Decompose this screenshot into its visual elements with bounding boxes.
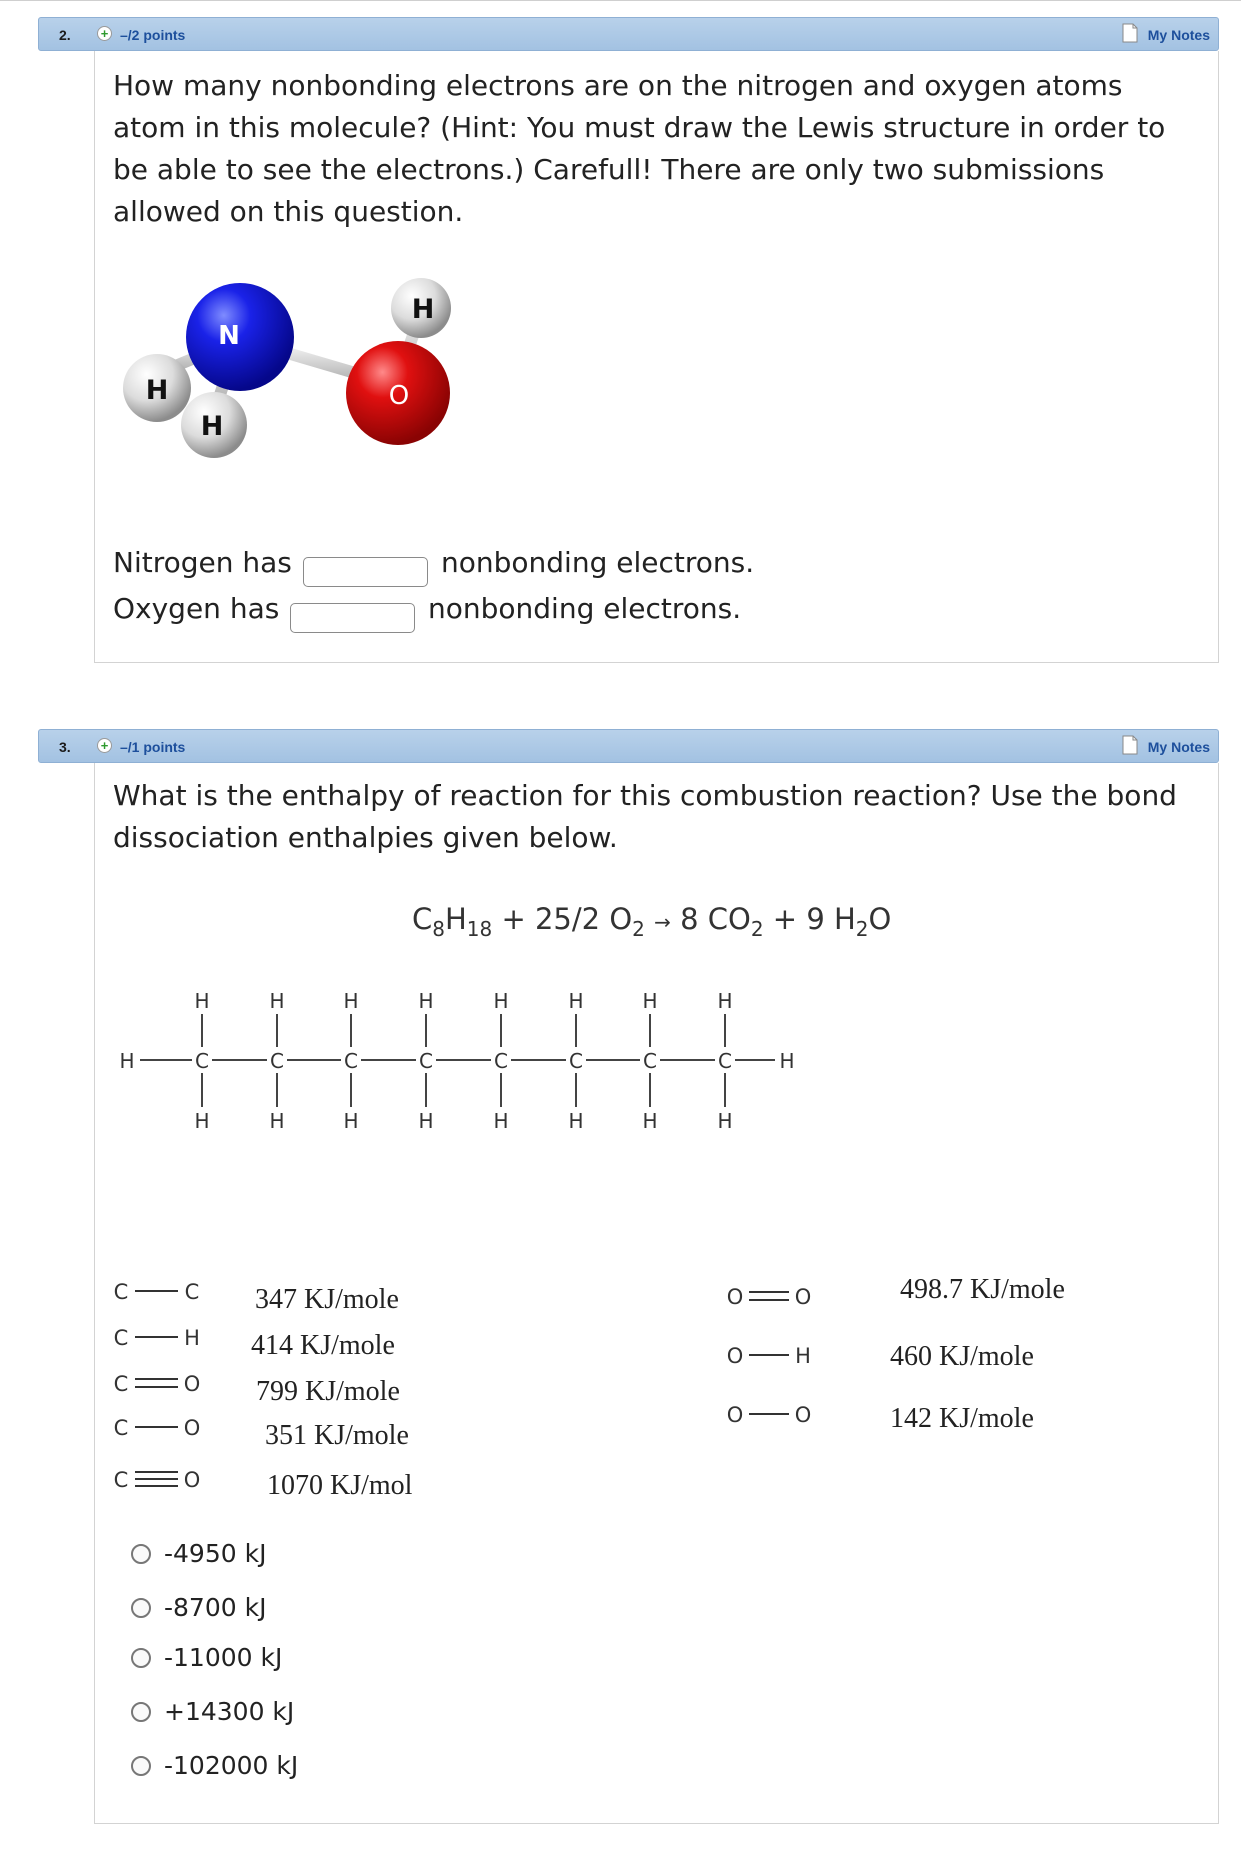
octane-h-bottom: H — [418, 1109, 434, 1133]
bond-atom-b: H — [184, 1326, 200, 1350]
expand-plus-icon[interactable]: + — [97, 26, 112, 41]
points-label: –/1 points — [120, 739, 186, 755]
svg-text:H: H — [145, 375, 169, 406]
bond-atom-a: O — [726, 1344, 744, 1368]
radio-button[interactable] — [131, 1756, 151, 1776]
bond-energy-value: 414 KJ/mole — [251, 1330, 395, 1361]
expand-plus-icon[interactable]: + — [97, 738, 112, 753]
question-3-prompt: What is the enthalpy of reaction for this combustion reaction? Use the bond dissociation enthalpies given below. — [113, 779, 1177, 854]
octane-carbon: C — [419, 1049, 433, 1073]
question-2-header — [38, 17, 1219, 51]
octane-carbon: C — [195, 1049, 209, 1073]
octane-h-bottom: H — [269, 1109, 285, 1133]
octane-h-bottom: H — [493, 1109, 509, 1133]
answer-option-label: -11000 kJ — [164, 1643, 283, 1672]
bond-atom-b: O — [183, 1372, 201, 1396]
answer-option-label: +14300 kJ — [164, 1697, 295, 1726]
question-number: 2. — [59, 27, 71, 43]
bond-atom-b: O — [183, 1468, 201, 1492]
hydroxylamine-molecule-image — [120, 270, 540, 470]
question-number: 3. — [59, 739, 71, 755]
octane-carbon: C — [270, 1049, 284, 1073]
o-o-single-bond — [727, 1403, 812, 1427]
c-o-triple-bond — [114, 1468, 201, 1492]
radio-button[interactable] — [131, 1544, 151, 1564]
o-h-single-bond — [727, 1344, 811, 1368]
octane-h-bottom: H — [642, 1109, 658, 1133]
c-h-single-bond — [114, 1326, 200, 1350]
octane-structure — [110, 980, 830, 1160]
o-o-double-bond — [727, 1285, 812, 1309]
atom-nitrogen — [186, 283, 294, 391]
answer-option-label: -4950 kJ — [164, 1539, 267, 1568]
oxygen-prefix: Oxygen has — [113, 592, 280, 625]
nitrogen-answer-input[interactable] — [303, 557, 428, 587]
svg-text:O: O — [388, 381, 410, 411]
answer-option-label: -102000 kJ — [164, 1751, 299, 1780]
octane-h-top: H — [717, 989, 733, 1013]
bond-energy-value: 347 KJ/mole — [255, 1284, 399, 1315]
my-notes-link[interactable]: My Notes — [1147, 739, 1210, 755]
octane-h-top: H — [493, 989, 509, 1013]
my-notes-link[interactable]: My Notes — [1147, 27, 1210, 43]
svg-text:N: N — [218, 321, 240, 351]
bond-energy-value: 142 KJ/mole — [890, 1403, 1034, 1434]
octane-h-left: H — [119, 1049, 135, 1073]
octane-carbon: C — [718, 1049, 732, 1073]
atom-h-bottom — [181, 392, 247, 458]
oxygen-answer-input[interactable] — [290, 603, 415, 633]
answer-option-label: -8700 kJ — [164, 1593, 267, 1622]
top-divider — [0, 0, 1241, 1]
points-label: –/2 points — [120, 27, 186, 43]
nitrogen-prefix: Nitrogen has — [113, 546, 292, 579]
c-o-double-bond — [114, 1372, 201, 1396]
c-c-single-bond — [114, 1280, 200, 1304]
question-3-header — [38, 729, 1219, 763]
octane-h-right: H — [779, 1049, 795, 1073]
bond-atom-a: C — [113, 1416, 129, 1440]
atom-h-top — [391, 278, 451, 338]
bond-atom-a: O — [726, 1403, 744, 1427]
radio-button[interactable] — [131, 1648, 151, 1668]
bond-energy-value: 351 KJ/mole — [265, 1420, 409, 1451]
octane-carbon: C — [494, 1049, 508, 1073]
bond-energy-value: 498.7 KJ/mole — [900, 1274, 1065, 1305]
oxygen-suffix: nonbonding electrons. — [428, 592, 742, 625]
octane-h-bottom: H — [343, 1109, 359, 1133]
octane-carbon: C — [569, 1049, 583, 1073]
bond-atom-b: O — [794, 1285, 812, 1309]
octane-carbon: C — [643, 1049, 657, 1073]
bond-diagram-left — [108, 1266, 208, 1526]
radio-button[interactable] — [131, 1598, 151, 1618]
notes-icon[interactable] — [1122, 735, 1138, 755]
octane-h-top: H — [269, 989, 285, 1013]
bond-atom-a: O — [726, 1285, 744, 1309]
bond-atom-b: O — [794, 1403, 812, 1427]
octane-h-top: H — [343, 989, 359, 1013]
bond-atom-b: O — [183, 1416, 201, 1440]
radio-button[interactable] — [131, 1702, 151, 1722]
nitrogen-suffix: nonbonding electrons. — [441, 546, 755, 579]
bond-energy-value: 1070 KJ/mol — [267, 1470, 413, 1501]
combustion-equation: $C_8H_{18} + 25/2$ $O_2 \to 8$ $CO_2 + 9$ $H_2O$ — [412, 902, 892, 941]
notes-icon[interactable] — [1122, 23, 1138, 43]
bond-atom-a: C — [113, 1372, 129, 1396]
octane-h-top: H — [642, 989, 658, 1013]
atom-h-left — [123, 354, 191, 422]
bond-energy-value: 799 KJ/mole — [256, 1376, 400, 1407]
bond-diagram-right — [715, 1266, 825, 1436]
bond-atom-a: C — [113, 1468, 129, 1492]
c-o-single-bond — [114, 1416, 201, 1440]
svg-text:H: H — [411, 294, 435, 325]
bond-atom-b: H — [795, 1344, 811, 1368]
octane-h-top: H — [568, 989, 584, 1013]
bond-atom-a: C — [113, 1326, 129, 1350]
bond-energy-value: 460 KJ/mole — [890, 1341, 1034, 1372]
atom-oxygen — [346, 341, 450, 445]
octane-h-bottom: H — [568, 1109, 584, 1133]
octane-h-bottom: H — [717, 1109, 733, 1133]
octane-h-bottom: H — [194, 1109, 210, 1133]
question-2-prompt: How many nonbonding electrons are on the nitrogen and oxygen atoms atom in this molecule? (Hint: You must draw the Lewis structure in order to be able to see the electrons.) Carefull! There are only two submissions allowed on this question. — [113, 69, 1166, 228]
octane-carbon: C — [344, 1049, 358, 1073]
svg-text:H: H — [200, 411, 224, 442]
octane-h-top: H — [194, 989, 210, 1013]
bond-atom-b: C — [184, 1280, 200, 1304]
octane-h-top: H — [418, 989, 434, 1013]
bond-atom-a: C — [113, 1280, 129, 1304]
